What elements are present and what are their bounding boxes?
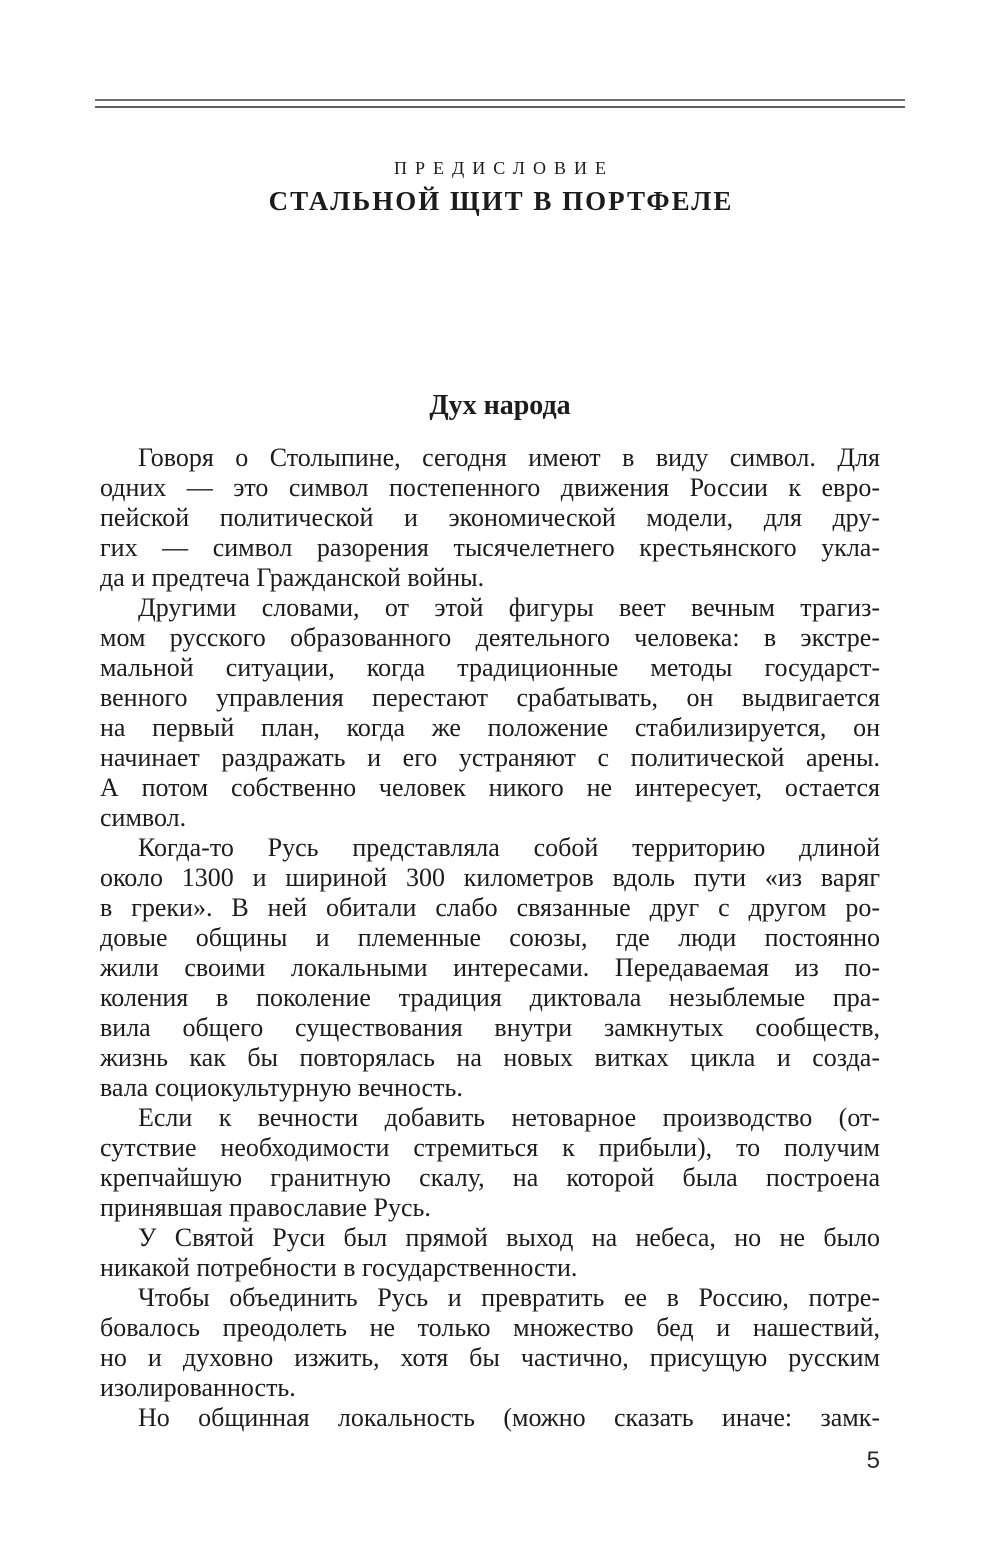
paragraph-line: Когда-то Русь представляла собой территорию длиной (138, 833, 880, 862)
paragraph-line: да и предтеча Гражданской войны. (100, 563, 485, 592)
section-heading: Дух народа (429, 390, 571, 421)
paragraph-line: коления в поколение традиция диктовала незыблемые пра- (100, 983, 880, 1012)
page-number: 5 (866, 1447, 880, 1474)
paragraph-line: жизнь как бы повторялась на новых витках цикла и созда- (100, 1043, 880, 1072)
paragraph-line: мом русского образованного деятельного человека: в экстре- (100, 623, 880, 652)
paragraph-line: на первый план, когда же положение стабилизируется, он (100, 713, 880, 742)
preface-label: ПРЕДИСЛОВИЕ (393, 158, 615, 178)
paragraph-line: пейской политической и экономической модели, для дру- (100, 503, 880, 532)
paragraph-line: сутствие необходимости стремиться к прибыли), то получим (100, 1133, 880, 1162)
paragraph-line: довые общины и племенные союзы, где люди постоянно (100, 923, 880, 952)
header-double-rule (95, 99, 905, 108)
paragraph-line: вала социокультурную вечность. (100, 1073, 463, 1102)
paragraph-line: гих — символ разорения тысячелетнего крестьянского укла- (100, 533, 880, 562)
paragraph-line: Другими словами, от этой фигуры веет вечным трагиз- (138, 593, 880, 622)
paragraph-line: Если к вечности добавить нетоварное производство (от- (138, 1103, 880, 1132)
paragraph-line: в греки». В ней обитали слабо связанные друг с другом ро- (100, 893, 880, 922)
paragraph-line: начинает раздражать и его устраняют с политической арены. (100, 743, 880, 772)
paragraph-line: Но общинная локальность (можно сказать иначе: замк- (138, 1403, 880, 1432)
paragraph-line: А потом собственно человек никого не интересует, остается (100, 773, 880, 802)
paragraph-line: мальной ситуации, когда традиционные методы государст- (100, 653, 880, 682)
paragraph-line: никакой потребности в государственности. (100, 1253, 578, 1282)
paragraph-line: изолированность. (100, 1373, 296, 1402)
paragraph-line: одних — это символ постепенного движения России к евро- (100, 473, 880, 502)
paragraph-line: принявшая православие Русь. (100, 1193, 431, 1222)
paragraph-line: но и духовно изжить, хотя бы частично, присущую русским (100, 1343, 880, 1372)
paragraph-line: около 1300 и шириной 300 километров вдоль пути «из варяг (100, 863, 880, 892)
paragraph-line: У Святой Руси был прямой выход на небеса, но не было (138, 1223, 880, 1252)
paragraph-line: Говоря о Столыпине, сегодня имеют в виду символ. Для (138, 443, 880, 472)
paragraph-line: символ. (100, 803, 187, 832)
paragraph-line: вила общего существования внутри замкнутых сообществ, (100, 1013, 880, 1042)
paragraph-line: жили своими локальными интересами. Передаваемая из по- (100, 953, 880, 982)
paragraph-line: крепчайшую гранитную скалу, на которой была построена (100, 1163, 880, 1192)
paragraph-line: бовалось преодолеть не только множество бед и нашествий, (100, 1313, 880, 1342)
paragraph-line: Чтобы объединить Русь и превратить ее в Россию, потре- (138, 1283, 880, 1312)
chapter-title: СТАЛЬНОЙ ЩИТ В ПОРТФЕЛЕ (268, 186, 734, 216)
body-text (100, 443, 880, 1433)
paragraph-line: венного управления перестают срабатывать, он выдвигается (100, 683, 880, 712)
